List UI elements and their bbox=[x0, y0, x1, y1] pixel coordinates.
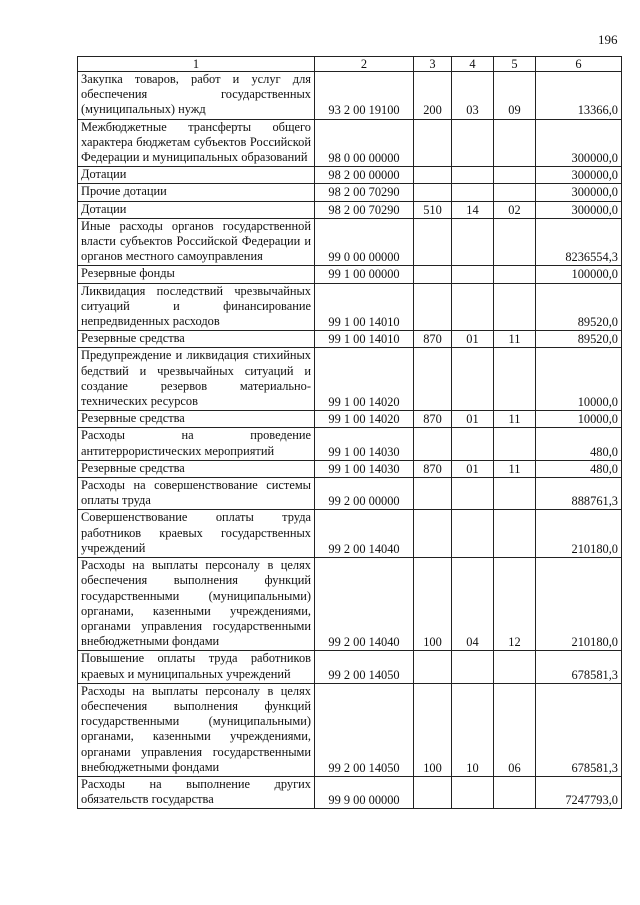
cell-name: Резервные средства bbox=[78, 460, 315, 477]
cell-name: Предупреждение и ликвидация стихийных бедствий и чрезвычайных ситуаций и создание резервов материально-технических ресурсов bbox=[78, 348, 315, 411]
header-col-3: 3 bbox=[414, 57, 452, 72]
cell-col4 bbox=[452, 776, 494, 808]
cell-name: Совершенствование оплаты труда работников краевых государственных учреждений bbox=[78, 510, 315, 558]
cell-col3: 510 bbox=[414, 201, 452, 218]
cell-col3 bbox=[414, 478, 452, 510]
cell-col3: 200 bbox=[414, 72, 452, 120]
cell-name: Повышение оплаты труда работников краевых и муниципальных учреждений bbox=[78, 651, 315, 683]
cell-sum: 8236554,3 bbox=[536, 218, 622, 266]
cell-col3 bbox=[414, 510, 452, 558]
header-col-6: 6 bbox=[536, 57, 622, 72]
cell-col5 bbox=[494, 266, 536, 283]
cell-col3 bbox=[414, 218, 452, 266]
cell-col5: 11 bbox=[494, 411, 536, 428]
header-row bbox=[78, 57, 622, 72]
cell-col5 bbox=[494, 283, 536, 331]
cell-col3 bbox=[414, 776, 452, 808]
header-col-1: 1 bbox=[78, 57, 315, 72]
cell-sum: 300000,0 bbox=[536, 201, 622, 218]
cell-col4 bbox=[452, 283, 494, 331]
table-row bbox=[78, 218, 622, 266]
cell-sum: 480,0 bbox=[536, 428, 622, 460]
cell-sum: 888761,3 bbox=[536, 478, 622, 510]
cell-sum: 89520,0 bbox=[536, 331, 622, 348]
cell-name: Расходы на выполнение других обязательств государства bbox=[78, 776, 315, 808]
table-row bbox=[78, 428, 622, 460]
cell-col5 bbox=[494, 119, 536, 167]
cell-sum: 678581,3 bbox=[536, 683, 622, 776]
cell-col4 bbox=[452, 167, 494, 184]
table-row bbox=[78, 460, 622, 477]
cell-sum: 10000,0 bbox=[536, 348, 622, 411]
cell-code: 99 2 00 14040 bbox=[315, 510, 414, 558]
cell-col4 bbox=[452, 119, 494, 167]
cell-code: 99 1 00 14020 bbox=[315, 348, 414, 411]
cell-col3: 870 bbox=[414, 460, 452, 477]
cell-col4: 14 bbox=[452, 201, 494, 218]
cell-col3: 100 bbox=[414, 558, 452, 651]
cell-sum: 10000,0 bbox=[536, 411, 622, 428]
cell-col5: 06 bbox=[494, 683, 536, 776]
cell-code: 93 2 00 19100 bbox=[315, 72, 414, 120]
cell-col5 bbox=[494, 651, 536, 683]
cell-col5 bbox=[494, 776, 536, 808]
cell-name: Закупка товаров, работ и услуг для обеспечения государственных (муниципальных) нужд bbox=[78, 72, 315, 120]
cell-col4 bbox=[452, 510, 494, 558]
cell-col4 bbox=[452, 348, 494, 411]
cell-col5: 02 bbox=[494, 201, 536, 218]
cell-sum: 7247793,0 bbox=[536, 776, 622, 808]
header-col-5: 5 bbox=[494, 57, 536, 72]
cell-col4: 01 bbox=[452, 460, 494, 477]
cell-col4 bbox=[452, 218, 494, 266]
cell-code: 99 2 00 14040 bbox=[315, 558, 414, 651]
table-row bbox=[78, 510, 622, 558]
cell-col5: 12 bbox=[494, 558, 536, 651]
cell-name: Дотации bbox=[78, 167, 315, 184]
cell-name: Расходы на совершенствование системы оплаты труда bbox=[78, 478, 315, 510]
cell-col4: 01 bbox=[452, 411, 494, 428]
cell-col3 bbox=[414, 283, 452, 331]
cell-code: 99 1 00 14020 bbox=[315, 411, 414, 428]
cell-sum: 100000,0 bbox=[536, 266, 622, 283]
cell-sum: 300000,0 bbox=[536, 184, 622, 201]
cell-code: 99 2 00 00000 bbox=[315, 478, 414, 510]
cell-code: 99 1 00 14030 bbox=[315, 428, 414, 460]
cell-sum: 13366,0 bbox=[536, 72, 622, 120]
cell-col3: 870 bbox=[414, 411, 452, 428]
cell-col3 bbox=[414, 428, 452, 460]
cell-name: Иные расходы органов государственной власти субъектов Российской Федерации и органов местного самоуправления bbox=[78, 218, 315, 266]
cell-col5: 11 bbox=[494, 331, 536, 348]
cell-code: 99 1 00 14030 bbox=[315, 460, 414, 477]
cell-col5 bbox=[494, 348, 536, 411]
header-col-4: 4 bbox=[452, 57, 494, 72]
cell-col3: 870 bbox=[414, 331, 452, 348]
cell-col4 bbox=[452, 651, 494, 683]
cell-col3 bbox=[414, 266, 452, 283]
cell-code: 99 2 00 14050 bbox=[315, 651, 414, 683]
table-row bbox=[78, 411, 622, 428]
cell-code: 99 1 00 00000 bbox=[315, 266, 414, 283]
table-row bbox=[78, 331, 622, 348]
cell-col4: 01 bbox=[452, 331, 494, 348]
cell-sum: 210180,0 bbox=[536, 558, 622, 651]
cell-col3: 100 bbox=[414, 683, 452, 776]
cell-code: 99 2 00 14050 bbox=[315, 683, 414, 776]
cell-code: 98 2 00 00000 bbox=[315, 167, 414, 184]
table-row bbox=[78, 201, 622, 218]
table-row bbox=[78, 167, 622, 184]
cell-sum: 210180,0 bbox=[536, 510, 622, 558]
header-col-2: 2 bbox=[315, 57, 414, 72]
cell-code: 99 1 00 14010 bbox=[315, 283, 414, 331]
cell-col5: 09 bbox=[494, 72, 536, 120]
page-number: 196 bbox=[598, 32, 618, 47]
cell-code: 99 0 00 00000 bbox=[315, 218, 414, 266]
cell-col4 bbox=[452, 184, 494, 201]
cell-name: Ликвидация последствий чрезвычайных ситуаций и финансирование непредвиденных расходов bbox=[78, 283, 315, 331]
cell-code: 99 9 00 00000 bbox=[315, 776, 414, 808]
table-row bbox=[78, 283, 622, 331]
cell-sum: 89520,0 bbox=[536, 283, 622, 331]
cell-name: Расходы на проведение антитеррористических мероприятий bbox=[78, 428, 315, 460]
table-row bbox=[78, 478, 622, 510]
cell-col5 bbox=[494, 184, 536, 201]
cell-col4: 04 bbox=[452, 558, 494, 651]
table-row bbox=[78, 651, 622, 683]
table-row bbox=[78, 266, 622, 283]
cell-name: Резервные средства bbox=[78, 331, 315, 348]
cell-col5 bbox=[494, 510, 536, 558]
cell-name: Межбюджетные трансферты общего характера бюджетам субъектов Российской Федерации и муниципальных образований bbox=[78, 119, 315, 167]
cell-col3 bbox=[414, 119, 452, 167]
table-row bbox=[78, 683, 622, 776]
cell-name: Расходы на выплаты персоналу в целях обеспечения выполнения функций государственными (муниципальными) органами, казенными учреждениями, органами управления государственными внебюджетными фондами bbox=[78, 558, 315, 651]
budget-table bbox=[77, 56, 622, 809]
table-row bbox=[78, 348, 622, 411]
cell-name: Резервные фонды bbox=[78, 266, 315, 283]
cell-name: Расходы на выплаты персоналу в целях обеспечения выполнения функций государственными (муниципальными) органами, казенными учреждениями, органами управления государственными внебюджетными фондами bbox=[78, 683, 315, 776]
cell-sum: 678581,3 bbox=[536, 651, 622, 683]
table-row bbox=[78, 119, 622, 167]
cell-col3 bbox=[414, 184, 452, 201]
cell-col4 bbox=[452, 266, 494, 283]
table-row bbox=[78, 558, 622, 651]
cell-col4 bbox=[452, 478, 494, 510]
cell-sum: 300000,0 bbox=[536, 167, 622, 184]
cell-col5: 11 bbox=[494, 460, 536, 477]
cell-sum: 480,0 bbox=[536, 460, 622, 477]
table-row bbox=[78, 184, 622, 201]
cell-col5 bbox=[494, 478, 536, 510]
table-row bbox=[78, 72, 622, 120]
cell-col4: 10 bbox=[452, 683, 494, 776]
cell-col4: 03 bbox=[452, 72, 494, 120]
cell-col3 bbox=[414, 348, 452, 411]
cell-code: 98 2 00 70290 bbox=[315, 184, 414, 201]
cell-code: 99 1 00 14010 bbox=[315, 331, 414, 348]
table-row bbox=[78, 776, 622, 808]
cell-col3 bbox=[414, 167, 452, 184]
cell-name: Резервные средства bbox=[78, 411, 315, 428]
cell-col5 bbox=[494, 167, 536, 184]
cell-code: 98 0 00 00000 bbox=[315, 119, 414, 167]
cell-name: Дотации bbox=[78, 201, 315, 218]
table-body bbox=[78, 72, 622, 809]
cell-col3 bbox=[414, 651, 452, 683]
budget-table-container bbox=[77, 56, 622, 809]
cell-code: 98 2 00 70290 bbox=[315, 201, 414, 218]
cell-col5 bbox=[494, 218, 536, 266]
cell-sum: 300000,0 bbox=[536, 119, 622, 167]
cell-col4 bbox=[452, 428, 494, 460]
cell-name: Прочие дотации bbox=[78, 184, 315, 201]
cell-col5 bbox=[494, 428, 536, 460]
